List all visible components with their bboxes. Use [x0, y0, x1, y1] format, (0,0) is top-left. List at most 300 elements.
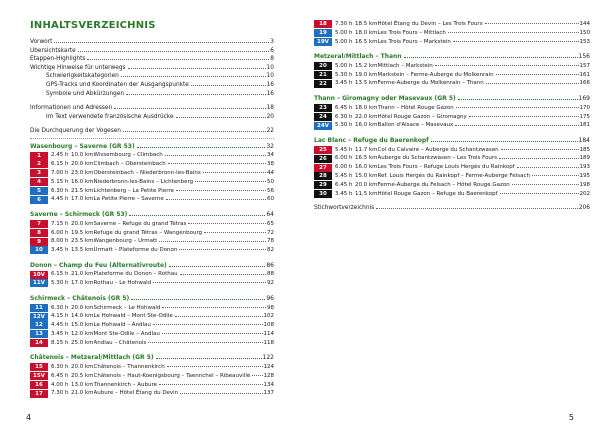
stage-distance: 22.0 km — [355, 113, 378, 120]
stage-route: Andlau – Châtenois — [93, 339, 147, 346]
stage-route: Wissembourg – Climbach — [93, 152, 163, 159]
stage-time: 4.45 h — [51, 322, 69, 329]
dot-leader — [167, 366, 263, 367]
toc-entry — [30, 81, 274, 90]
toc-entry — [30, 72, 274, 81]
toc-entry-text: Symbole und Abkürzungen — [46, 90, 125, 97]
section-heading-text: Wasenbourg – Saverne (GR 53) — [30, 142, 135, 150]
stage-time: 2.45 h — [51, 152, 69, 159]
dot-leader — [166, 199, 266, 200]
stage-route: Châtenois – Haut-Koenigsbourg – Taennchel – Ribeauvillé — [93, 372, 251, 379]
section-heading-page: 96 — [266, 295, 274, 302]
toc-entry-text: GPS-Tracks und Koordinaten der Ausgangspunkte — [46, 81, 189, 88]
page-number-left: 4 — [26, 413, 32, 422]
stage-row — [30, 187, 274, 196]
stage-row — [30, 169, 274, 178]
stage-time: 6.00 h — [335, 164, 353, 171]
section-heading-text: Lac Blanc – Refuge du Baerenkopf — [314, 137, 429, 145]
dot-leader — [176, 190, 266, 191]
toc-entry — [30, 104, 274, 113]
dot-leader — [128, 68, 266, 69]
stage-page: 198 — [579, 181, 590, 188]
stage-row — [30, 220, 274, 229]
stage-route: Urmatt – Plateforme du Donon — [93, 247, 178, 254]
stage-time: 3.45 h — [51, 247, 69, 254]
dot-leader — [195, 181, 266, 182]
toc-entry — [30, 113, 274, 122]
stage-time: 6.45 h — [51, 372, 69, 379]
dot-leader — [78, 51, 270, 52]
stage-page: 92 — [267, 280, 274, 287]
dot-leader — [137, 147, 266, 148]
stage-page: 161 — [579, 71, 590, 78]
stage-page: 34 — [267, 152, 274, 159]
section-heading-text: Metzeral/Mittlach – Thann — [314, 53, 402, 61]
stage-page: 72 — [267, 229, 274, 236]
dot-leader — [131, 299, 265, 300]
stage-row — [30, 178, 274, 187]
section-heading — [314, 136, 590, 146]
stage-row — [30, 237, 274, 246]
stage-row — [314, 104, 590, 113]
stage-route: Châtenois – Thannenkirch — [93, 363, 165, 370]
stage-row — [30, 160, 274, 169]
stage-distance: 16.5 km — [355, 155, 378, 162]
stage-route: Niederbronn-les-Bains – Lichtenberg — [93, 178, 194, 185]
stage-page: 50 — [267, 178, 274, 185]
stage-route: Les Trois Fours – Markstein — [377, 38, 451, 45]
stage-page: 124 — [263, 363, 274, 370]
stage-number-badge: 7 — [30, 220, 48, 228]
dot-leader — [485, 23, 579, 24]
stage-row — [30, 195, 274, 204]
stage-route: Les Trois Fours – Refuge Louis Hergès du Rainkopf — [377, 164, 515, 171]
stage-time: 6.15 h — [51, 271, 69, 278]
stage-number-badge: 2 — [30, 160, 48, 168]
stage-number-badge: 21 — [314, 71, 332, 79]
stage-page: 65 — [267, 220, 274, 227]
toc-entry — [30, 38, 274, 47]
stage-page: 195 — [579, 173, 590, 180]
stage-page: 181 — [579, 122, 590, 129]
stage-route: Thann – Hôtel Rouge Gazon — [377, 104, 454, 111]
dot-leader — [500, 193, 579, 194]
stage-distance: 23.5 km — [71, 238, 94, 245]
stage-distance: 15.2 km — [355, 62, 378, 69]
stage-number-badge: 25 — [314, 146, 332, 154]
stage-route: Saverne – Refuge du grand Tétras — [93, 220, 187, 227]
stage-row — [314, 29, 590, 38]
dot-leader — [448, 32, 579, 33]
dot-leader — [180, 274, 266, 275]
stage-row — [314, 146, 590, 155]
stage-time: 6.45 h — [335, 181, 353, 188]
toc-entry-page: 8 — [270, 56, 274, 63]
stage-route: Refuge du grand Tétras – Wangenbourg — [93, 229, 203, 236]
section-heading-page: 86 — [266, 261, 274, 269]
section-heading — [30, 261, 274, 271]
stage-number-badge: 29 — [314, 181, 332, 189]
page-number-right: 5 — [568, 413, 574, 422]
dot-leader — [252, 375, 262, 376]
stage-row — [314, 163, 590, 172]
stage-route: Rothau – Le Hohwald — [93, 280, 152, 287]
dot-leader — [176, 117, 266, 118]
section-heading — [30, 142, 274, 152]
stage-number-badge: 15 — [30, 363, 48, 371]
dot-leader — [532, 175, 579, 176]
stage-route: Wangenbourg – Urmatt — [93, 238, 158, 245]
stage-number-badge: 20 — [314, 62, 332, 70]
stage-time: 7.30 h — [51, 390, 69, 397]
stage-route: Ferme-Auberge du Molkenrain – Thann — [377, 80, 484, 87]
section-heading-text: Schirmeck – Châtenois (GR 5) — [30, 295, 130, 302]
stage-number-badge: 3 — [30, 169, 48, 177]
dot-leader — [203, 172, 266, 173]
stage-number-badge: 18 — [314, 20, 332, 28]
toc-entry-page: 6 — [270, 47, 274, 54]
right-page — [300, 0, 600, 428]
dot-leader — [499, 158, 578, 159]
dot-leader — [169, 266, 266, 267]
toc-entry-text: Im Text verwendete französische Ausdrücke — [46, 113, 174, 120]
stage-time: 6.00 h — [335, 155, 353, 162]
stage-route: Climbach – Obersteinbach — [93, 161, 166, 168]
stage-number-badge: 5 — [30, 187, 48, 195]
dot-leader — [123, 131, 266, 132]
stage-distance: 18.0 km — [355, 29, 378, 36]
dot-leader — [179, 249, 266, 250]
stage-distance: 20.0 km — [71, 220, 94, 227]
stage-time: 4.00 h — [51, 381, 69, 388]
stage-row — [314, 62, 590, 71]
stage-route: Mont Ste-Odile – Andlau — [93, 330, 160, 337]
stage-number-badge: 14 — [30, 339, 48, 347]
stage-distance: 18.0 km — [355, 104, 378, 111]
stage-time: 6.30 h — [51, 187, 69, 194]
stage-time: 3.45 h — [335, 190, 353, 197]
stage-row — [30, 312, 274, 321]
stage-distance: 13.0 km — [71, 381, 94, 388]
stage-time: 7.00 h — [51, 170, 69, 177]
section-heading-page: 156 — [578, 53, 590, 61]
right-toc-block — [314, 20, 590, 213]
stage-row — [314, 121, 590, 130]
section-heading-page: 64 — [266, 211, 274, 219]
stage-row — [30, 270, 274, 279]
toc-entry-text: Vorwort — [30, 39, 53, 45]
section-heading — [30, 294, 274, 304]
stage-distance: 10.0 km — [71, 152, 94, 159]
stage-number-badge: 30 — [314, 190, 332, 198]
toc-entry-page: 20 — [266, 113, 274, 120]
stage-route: La Petite Pierre – Saverne — [93, 196, 164, 203]
stage-distance: 20.0 km — [71, 161, 94, 168]
section-heading-page: 122 — [262, 354, 274, 362]
stage-row — [30, 381, 274, 390]
stage-distance: 15.0 km — [355, 173, 378, 180]
stage-route: Hôtel Rouge Gazon – Refuge du Baerenkopf — [377, 190, 498, 197]
stage-time: 4.15 h — [51, 313, 69, 320]
toc-entry — [30, 55, 274, 64]
stage-distance: 16.0 km — [355, 122, 378, 129]
stage-time: 6.00 h — [51, 229, 69, 236]
stage-distance: 17.0 km — [71, 280, 94, 287]
section-heading-text: Châtenois – Metzeral/Mittlach (GR 5) — [30, 354, 154, 362]
stage-distance: 15.0 km — [71, 322, 94, 329]
stage-number-badge: 26 — [314, 155, 332, 163]
section-heading-page: 184 — [578, 137, 590, 145]
toc-entry-page: 10 — [266, 64, 274, 71]
stage-distance: 20.0 km — [71, 363, 94, 370]
divider — [30, 138, 274, 139]
stage-route: Markstein – Ferme-Auberge du Molkenrain — [377, 71, 494, 78]
stage-distance: 11.7 km — [355, 146, 378, 153]
stage-route: Obersteinbach – Niederbronn-les-Bains — [93, 170, 201, 177]
dot-leader — [455, 125, 578, 126]
stage-row — [30, 229, 274, 238]
stage-time: 6.30 h — [335, 113, 353, 120]
dot-leader — [168, 163, 266, 164]
stage-distance: 21.5 km — [71, 187, 94, 194]
stage-time: 5.00 h — [335, 29, 353, 36]
dot-leader — [153, 282, 266, 283]
toc-entry — [30, 127, 274, 136]
stage-page: 134 — [263, 381, 274, 388]
stage-time: 5.45 h — [335, 173, 353, 180]
stage-distance: 11.5 km — [355, 190, 378, 197]
dot-leader — [191, 85, 266, 86]
toc-entry-page: 16 — [266, 90, 274, 97]
stage-row — [314, 190, 590, 199]
dot-leader — [517, 167, 579, 168]
dot-leader — [87, 59, 269, 60]
stage-distance: 13.5 km — [355, 80, 378, 87]
stage-route: Hôtel Rouge Gazon – Giromagny — [377, 113, 467, 120]
stage-page: 193 — [579, 164, 590, 171]
stage-page: 144 — [579, 21, 590, 27]
stage-number-badge: 10V — [30, 271, 48, 279]
toc-entry-text: Informationen und Adressen — [30, 105, 113, 112]
stage-number-badge: 28 — [314, 172, 332, 180]
toc-entry-page: 206 — [578, 205, 590, 212]
stage-time: 5.45 h — [335, 146, 353, 153]
stage-row — [30, 279, 274, 288]
stage-number-badge: 13 — [30, 330, 48, 338]
toc-entry — [314, 204, 590, 213]
stage-number-badge: 22 — [314, 80, 332, 88]
stage-distance: 20.5 km — [71, 372, 94, 379]
toc-entry-page: 16 — [266, 81, 274, 88]
stage-page: 150 — [579, 29, 590, 36]
stage-page: 202 — [579, 190, 590, 197]
stage-page: 153 — [579, 38, 590, 45]
stage-time: 5.30 h — [51, 280, 69, 287]
dot-leader — [512, 184, 579, 185]
stage-distance: 13.5 km — [71, 247, 94, 254]
stage-number-badge: 15V — [30, 372, 48, 380]
stage-time: 6.30 h — [51, 304, 69, 311]
stage-number-badge: 10 — [30, 246, 48, 254]
stage-distance: 21.0 km — [71, 390, 94, 397]
toc-entry — [30, 47, 274, 56]
stage-number-badge: 12 — [30, 321, 48, 329]
stage-distance: 16.5 km — [355, 38, 378, 45]
toc-entry-page: 10 — [266, 73, 274, 80]
stage-row — [314, 113, 590, 122]
dot-leader — [162, 333, 263, 334]
dot-leader — [435, 65, 579, 66]
stage-time: 5.15 h — [51, 178, 69, 185]
dot-leader — [165, 155, 266, 156]
toc-entry-text: Etappen-Highlights — [30, 56, 86, 63]
dot-leader — [188, 223, 266, 224]
stage-page: 175 — [579, 113, 590, 120]
stage-page: 185 — [579, 146, 590, 153]
stage-route: Lichtenberg – La Petite Pierre — [93, 187, 174, 194]
stage-distance: 16.0 km — [71, 178, 94, 185]
stage-page: 78 — [267, 238, 274, 245]
stage-distance: 14.0 km — [71, 313, 94, 320]
toc-entry-page: 22 — [266, 128, 274, 135]
stage-number-badge: 23 — [314, 104, 332, 112]
toc-entry-page: 3 — [270, 39, 274, 45]
stage-number-badge: 19 — [314, 29, 332, 37]
dot-leader — [431, 141, 578, 142]
stage-route: Col du Calvaire – Auberge du Schantzwasen — [377, 146, 499, 153]
stage-route: Mittlach – Markstein — [377, 62, 433, 69]
stage-number-badge: 12V — [30, 313, 48, 321]
stage-time: 8.00 h — [51, 238, 69, 245]
toc-entry — [30, 64, 274, 73]
stage-route: Ballon d'Alsace – Masevaux — [377, 122, 454, 129]
stage-distance: 19.0 km — [355, 71, 378, 78]
stage-route: Hôtel Étang du Devin – Les Trois Fours — [377, 21, 483, 27]
dot-leader — [159, 241, 266, 242]
stage-number-badge: 8 — [30, 229, 48, 237]
stage-number-badge: 24 — [314, 113, 332, 121]
stage-page: 137 — [263, 390, 274, 397]
stage-distance: 20.0 km — [355, 181, 378, 188]
dot-leader — [159, 384, 263, 385]
dot-leader — [204, 232, 266, 233]
stage-time: 5.00 h — [335, 38, 353, 45]
stage-row — [314, 71, 590, 80]
section-heading-page: 32 — [266, 142, 274, 150]
dot-leader — [162, 307, 266, 308]
stage-row — [314, 181, 590, 190]
stage-row — [30, 372, 274, 381]
dot-leader — [404, 57, 578, 58]
toc-entry-text: Wichtige Hinweise für unterwegs — [30, 64, 126, 71]
section-heading-page: 169 — [578, 95, 590, 103]
stage-route: Le Hohwald – Mont Ste-Odile — [93, 313, 173, 320]
dot-leader — [148, 342, 262, 343]
dot-leader — [486, 83, 579, 84]
section-heading-text: Donon – Champ du Feu (Alternativroute) — [30, 261, 167, 269]
section-heading — [30, 353, 274, 363]
stage-time: 7.30 h — [335, 21, 353, 27]
stage-page: 38 — [267, 161, 274, 168]
stage-row — [30, 304, 274, 313]
stage-route: Aubure – Hôtel Étang du Devin — [93, 390, 179, 397]
stage-time: 8.15 h — [51, 339, 69, 346]
stage-page: 157 — [579, 62, 590, 69]
stage-page: 88 — [267, 271, 274, 278]
stage-number-badge: 9 — [30, 238, 48, 246]
dot-leader — [129, 215, 265, 216]
stage-number-badge: 11 — [30, 304, 48, 312]
stage-time: 5.30 h — [335, 122, 353, 129]
stage-row — [314, 154, 590, 163]
stage-time: 5.00 h — [335, 62, 353, 69]
stage-time: 6.30 h — [51, 363, 69, 370]
stage-page: 118 — [263, 339, 274, 346]
dot-leader — [469, 116, 579, 117]
stage-page: 82 — [267, 247, 274, 254]
stage-distance: 17.0 km — [71, 196, 94, 203]
stage-page: 166 — [579, 80, 590, 87]
stage-distance: 12.0 km — [71, 330, 94, 337]
dot-leader — [126, 94, 266, 95]
stage-page: 56 — [267, 187, 274, 194]
stage-number-badge: 16 — [30, 381, 48, 389]
stage-route: Auberge du Schantzwasen – Les Trois Fours — [377, 155, 498, 162]
stage-distance: 25.0 km — [71, 339, 94, 346]
dot-leader — [114, 108, 265, 109]
section-heading-text: Saverne – Schirmeck (GR 53) — [30, 211, 128, 219]
dot-leader — [121, 76, 266, 77]
stage-page: 60 — [267, 196, 274, 203]
stage-row — [30, 389, 274, 398]
stage-row — [30, 339, 274, 348]
stage-route: Le Hohwald – Andlau — [93, 322, 151, 329]
stage-page: 108 — [263, 322, 274, 329]
stage-time: 5.30 h — [335, 71, 353, 78]
stage-number-badge: 19V — [314, 38, 332, 46]
dot-leader — [456, 107, 579, 108]
stage-distance: 16.0 km — [355, 164, 378, 171]
toc-entry-text: Schwierigkeitskategorien — [46, 73, 119, 80]
toc-entry-page: 18 — [266, 105, 274, 112]
stage-time: 6.15 h — [51, 161, 69, 168]
stage-route: Schirmeck – Le Hohwald — [93, 304, 161, 311]
dot-leader — [180, 393, 262, 394]
dot-leader — [453, 41, 579, 42]
stage-page: 44 — [267, 170, 274, 177]
stage-page: 128 — [263, 372, 274, 379]
stage-page: 170 — [579, 104, 590, 111]
stage-distance: 23.0 km — [71, 170, 94, 177]
toc-entry — [30, 90, 274, 99]
stage-number-badge: 6 — [30, 196, 48, 204]
section-heading-text: Thann – Giromagny oder Masevaux (GR 5) — [314, 95, 456, 103]
dot-leader — [153, 324, 263, 325]
stage-page: 189 — [579, 155, 590, 162]
stage-row — [30, 151, 274, 160]
dot-leader — [496, 74, 579, 75]
toc-entry-text: Die Durchquerung der Vogesen — [30, 128, 121, 135]
section-heading — [314, 94, 590, 104]
stage-distance: 18.5 km — [355, 21, 378, 27]
stage-time: 6.45 h — [335, 104, 353, 111]
stage-row — [314, 79, 590, 88]
stage-row — [30, 330, 274, 339]
toc-entry-text: Stichwortverzeichnis — [314, 205, 375, 212]
stage-row — [314, 38, 590, 47]
section-heading — [314, 52, 590, 62]
stage-row — [314, 20, 590, 29]
